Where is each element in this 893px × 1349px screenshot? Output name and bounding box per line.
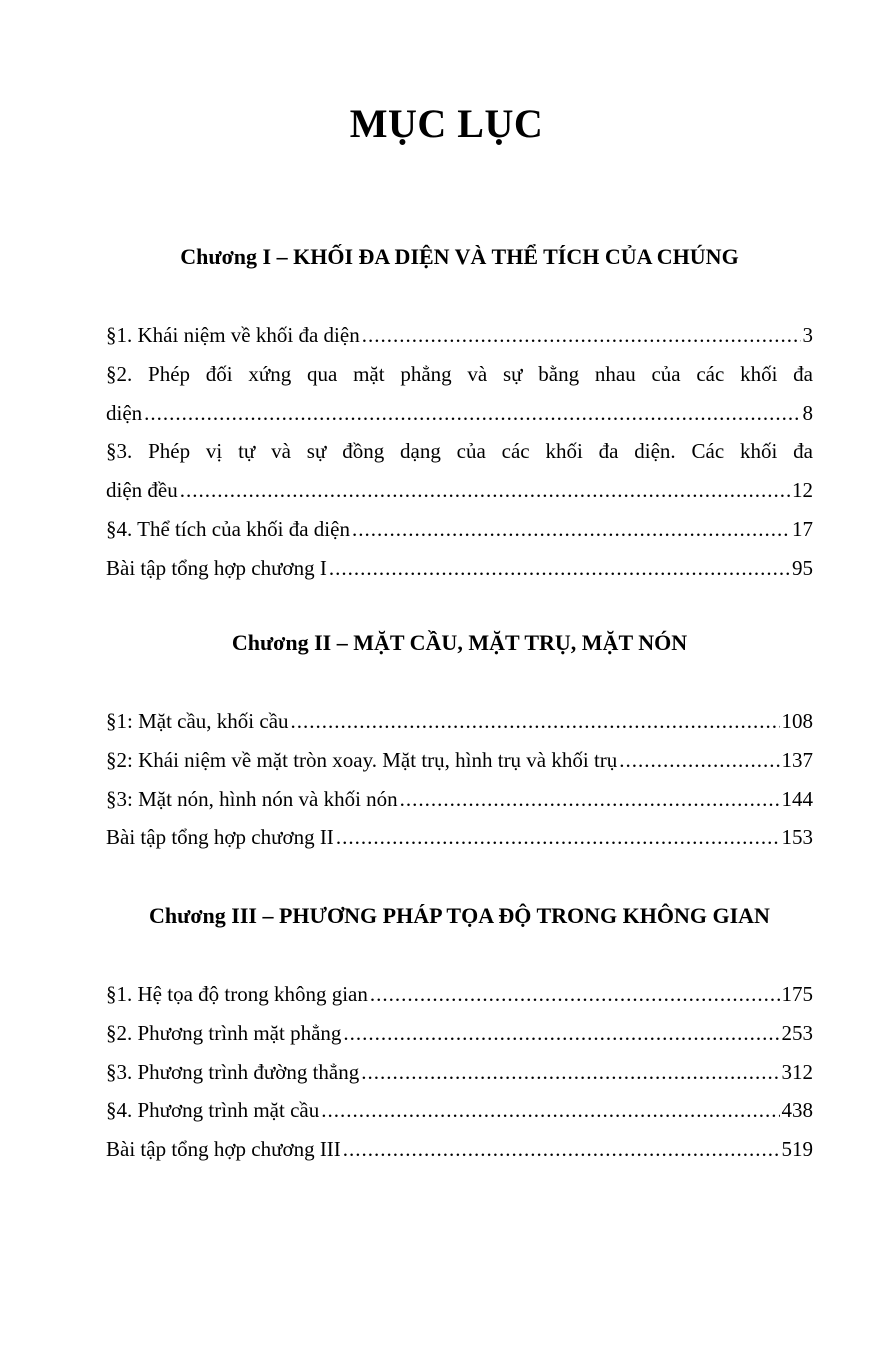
page-number: 12 bbox=[792, 478, 813, 503]
toc-entry[interactable] bbox=[106, 1014, 813, 1053]
entry-title: §2. Phương trình mặt phẳng bbox=[106, 1020, 342, 1045]
entry-title: Bài tập tổng hợp chương II bbox=[106, 825, 334, 850]
entry-title: §3. Phép vị tự và sự đồng dạng của các khối đa diện. Các khối đa bbox=[106, 439, 813, 464]
dot-leader bbox=[361, 1053, 779, 1092]
page-number: 175 bbox=[781, 982, 813, 1006]
toc-entry[interactable] bbox=[106, 780, 813, 819]
entry-title: diện đều bbox=[106, 478, 178, 503]
page-number: 312 bbox=[781, 1059, 813, 1084]
dot-leader bbox=[352, 510, 790, 549]
entry-title: §3: Mặt nón, hình nón và khối nón bbox=[106, 786, 398, 811]
chapter-heading: Chương III – PHƯƠNG PHÁP TỌA ĐỘ TRONG KHÔNG GIAN bbox=[149, 903, 770, 928]
chapter-entries bbox=[106, 316, 813, 588]
entry-title: §2. Phép đối xứng qua mặt phẳng và sự bằng nhau của các khối đa bbox=[106, 361, 813, 386]
chapter-entries bbox=[106, 702, 813, 857]
page-number: 519 bbox=[781, 1137, 813, 1162]
dot-leader bbox=[321, 1091, 779, 1130]
page-number: 3 bbox=[802, 323, 813, 347]
toc-entry[interactable] bbox=[106, 1053, 813, 1092]
entry-title: Bài tập tổng hợp chương I bbox=[106, 555, 327, 580]
dot-leader bbox=[343, 1014, 779, 1053]
entry-title: Bài tập tổng hợp chương III bbox=[106, 1137, 341, 1162]
entry-title: §2: Khái niệm về mặt tròn xoay. Mặt trụ, hình trụ và khối trụ bbox=[106, 747, 618, 772]
dot-leader bbox=[180, 471, 790, 510]
chapter-entries bbox=[106, 975, 813, 1169]
toc-entry[interactable] bbox=[106, 702, 813, 741]
dot-leader bbox=[370, 975, 780, 1014]
toc-entry[interactable] bbox=[106, 741, 813, 780]
entry-title: diện bbox=[106, 400, 143, 425]
toc-entry[interactable] bbox=[106, 1130, 813, 1169]
entry-title: §1: Mặt cầu, khối cầu bbox=[106, 709, 289, 733]
page-number: 438 bbox=[781, 1098, 813, 1123]
dot-leader bbox=[400, 780, 780, 819]
page-number: 153 bbox=[781, 825, 813, 850]
dot-leader bbox=[343, 1130, 780, 1169]
entry-title: §1. Khái niệm về khối đa diện bbox=[106, 323, 360, 347]
toc-entry[interactable] bbox=[106, 975, 813, 1014]
dot-leader bbox=[329, 549, 790, 588]
toc-entry[interactable] bbox=[106, 1091, 813, 1130]
chapter-heading: Chương II – MẶT CẦU, MẶT TRỤ, MẶT NÓN bbox=[231, 630, 688, 655]
page-number: 137 bbox=[781, 747, 813, 772]
page-number: 8 bbox=[802, 400, 813, 425]
dot-leader bbox=[291, 702, 780, 741]
toc-entry[interactable] bbox=[106, 818, 813, 857]
dot-leader bbox=[144, 394, 800, 433]
page-number: 95 bbox=[792, 555, 813, 580]
page-number: 108 bbox=[781, 709, 813, 733]
page-number: 17 bbox=[792, 516, 813, 541]
toc-entry[interactable] bbox=[106, 510, 813, 549]
toc-entry[interactable] bbox=[106, 355, 813, 433]
page-number: 253 bbox=[781, 1020, 813, 1045]
entry-title: §3. Phương trình đường thẳng bbox=[106, 1059, 360, 1084]
dot-leader bbox=[619, 741, 779, 780]
entry-title: §4. Thể tích của khối đa diện bbox=[106, 516, 350, 541]
dot-leader bbox=[362, 316, 801, 355]
toc-entry[interactable] bbox=[106, 549, 813, 588]
page-title: MỤC LỤC bbox=[349, 101, 544, 146]
entry-title: §1. Hệ tọa độ trong không gian bbox=[106, 982, 368, 1006]
toc-entry[interactable] bbox=[106, 432, 813, 510]
chapter-heading: Chương I – KHỐI ĐA DIỆN VÀ THỂ TÍCH CỦA CHÚNG bbox=[180, 244, 739, 269]
dot-leader bbox=[336, 818, 780, 857]
entry-title: §4. Phương trình mặt cầu bbox=[106, 1098, 320, 1123]
toc-entry[interactable] bbox=[106, 316, 813, 355]
page-number: 144 bbox=[781, 786, 813, 811]
